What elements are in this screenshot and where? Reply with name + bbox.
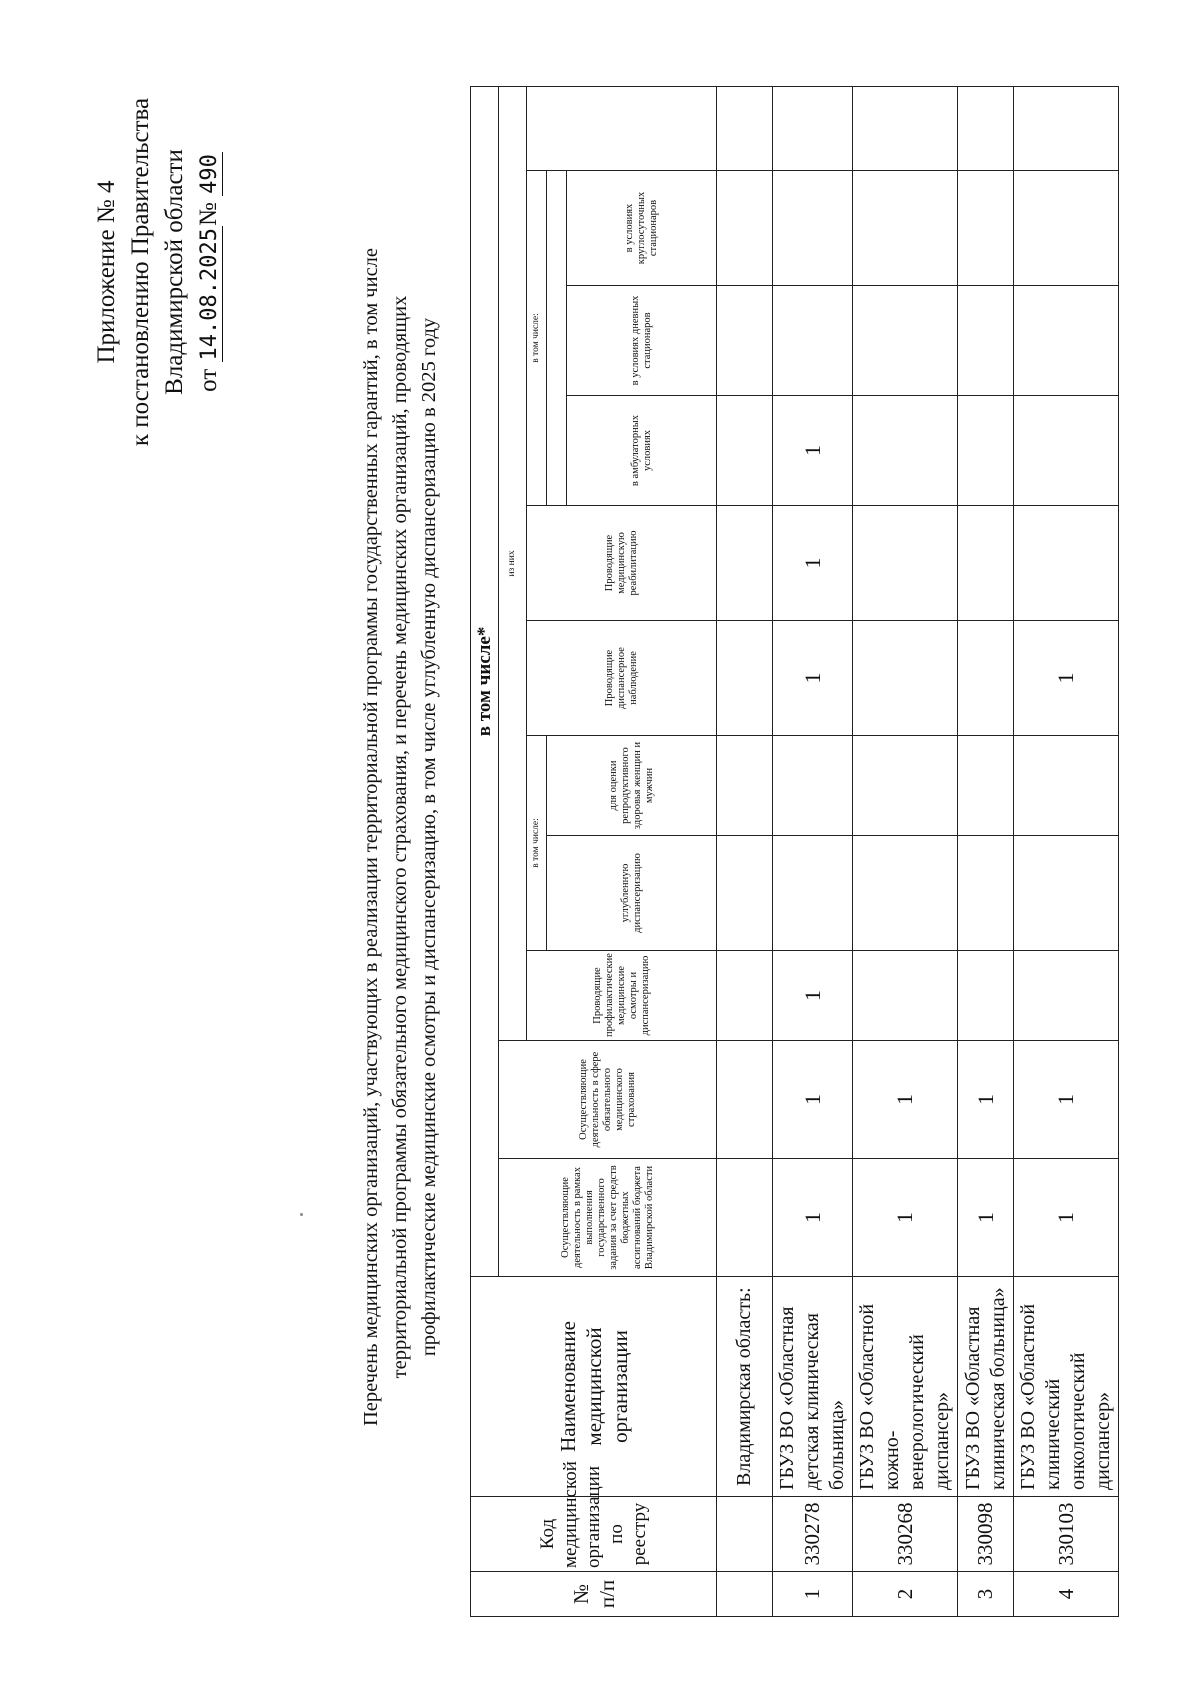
row-repro xyxy=(1014,736,1119,836)
row-repro xyxy=(773,736,853,836)
appendix-header xyxy=(90,47,227,497)
appendix-from: от xyxy=(195,368,222,392)
appendix-number: Приложение № 4 xyxy=(93,180,120,364)
row-deep xyxy=(1014,836,1119,951)
document-title xyxy=(357,87,444,1587)
header-oms: Осуществляющие деятельность в сфере обязательного медицинского страхования xyxy=(499,1041,717,1159)
row-disp-obs xyxy=(958,621,1014,736)
header-incl-2: в том числе: xyxy=(527,171,547,506)
row-rehab xyxy=(1014,506,1119,621)
appendix-date-line xyxy=(192,47,227,497)
title-line-3: профилактические медицинские осмотры и диспансеризацию, в том числе углубленную диспансеризацию в 2025 году xyxy=(418,317,440,1357)
region-row xyxy=(717,86,773,1616)
row-amb xyxy=(853,396,958,506)
header-budget: Осуществляющие деятельность в рамках выполнения государственного задания за счет средств бюджетных ассигнований бюджета Владимирской области xyxy=(499,1159,717,1277)
header-disp-obs: Проводящие диспансерное наблюдение xyxy=(527,621,717,736)
row-rehab xyxy=(958,506,1014,621)
row-amb: 1 xyxy=(773,396,853,506)
scan-speck xyxy=(300,1213,303,1216)
header-repro: для оценки репродуктивного здоровья женщин и мужчин xyxy=(547,736,717,836)
row-deep xyxy=(853,836,958,951)
row-budget: 1 xyxy=(1014,1159,1119,1277)
appendix-number-sign: № xyxy=(195,202,222,227)
row-name: ГБУЗ ВО «Областная детская клиническая больница» xyxy=(773,1277,853,1497)
region-num xyxy=(717,1572,773,1617)
row-num: 1 xyxy=(773,1572,853,1617)
row-repro xyxy=(853,736,958,836)
row-code: 330278 xyxy=(773,1497,853,1572)
header-prof: Проводящие профилактические медицинские осмотры и диспансеризацию xyxy=(527,951,717,1041)
row-repro xyxy=(958,736,1014,836)
row-day xyxy=(1014,286,1119,396)
header-of-them: из них xyxy=(499,86,527,1040)
row-oms: 1 xyxy=(773,1041,853,1159)
row-name: ГБУЗ ВО «Областной кожно-венерологический диспансер» xyxy=(853,1277,958,1497)
row-num: 4 xyxy=(1014,1572,1119,1617)
row-day xyxy=(958,286,1014,396)
row-oms: 1 xyxy=(853,1041,958,1159)
header-rehab: Проводящие медицинскую реабилитацию xyxy=(527,506,717,621)
header-incl-1: в том числе: xyxy=(527,736,547,951)
appendix-decree: к постановлению Правительства xyxy=(127,97,154,447)
row-prof xyxy=(853,951,958,1041)
row-num: 2 xyxy=(853,1572,958,1617)
row-round xyxy=(958,171,1014,286)
row-oms: 1 xyxy=(1014,1041,1119,1159)
table-row xyxy=(1014,86,1119,1616)
row-day xyxy=(773,286,853,396)
appendix-date: 14.08.2025 xyxy=(197,228,222,361)
row-name: ГБУЗ ВО «Областной клинический онкологический диспансер» xyxy=(1014,1277,1119,1497)
row-prof xyxy=(958,951,1014,1041)
header-code: Код медицинской организации по реестру xyxy=(471,1497,717,1572)
row-amb xyxy=(1014,396,1119,506)
row-round xyxy=(853,171,958,286)
appendix-region: Владимирской области xyxy=(161,149,188,395)
header-including-star: в том числе* xyxy=(471,86,499,1276)
row-prof: 1 xyxy=(773,951,853,1041)
table-row xyxy=(853,86,958,1616)
row-budget: 1 xyxy=(853,1159,958,1277)
header-name: Наименование медицинской организации xyxy=(471,1277,717,1497)
row-budget: 1 xyxy=(958,1159,1014,1277)
row-budget: 1 xyxy=(773,1159,853,1277)
row-num: 3 xyxy=(958,1572,1014,1617)
organizations-table xyxy=(470,86,1119,1617)
appendix-doc-number: 490 xyxy=(197,154,222,194)
header-num: № п/п xyxy=(471,1572,717,1617)
region-label: Владимирская область: xyxy=(717,1277,773,1497)
row-disp-obs: 1 xyxy=(773,621,853,736)
row-deep xyxy=(773,836,853,951)
region-code xyxy=(717,1497,773,1572)
row-rehab xyxy=(853,506,958,621)
header-gap xyxy=(547,171,567,506)
row-oms: 1 xyxy=(958,1041,1014,1159)
row-round xyxy=(1014,171,1119,286)
header-blank xyxy=(527,86,717,170)
row-deep xyxy=(958,836,1014,951)
row-code: 330103 xyxy=(1014,1497,1119,1572)
row-day xyxy=(853,286,958,396)
row-disp-obs: 1 xyxy=(1014,621,1119,736)
row-rehab: 1 xyxy=(773,506,853,621)
row-amb xyxy=(958,396,1014,506)
table-row xyxy=(958,86,1014,1616)
row-disp-obs xyxy=(853,621,958,736)
header-round: в условиях круглосуточных стационаров xyxy=(567,171,717,286)
title-line-2: территориальной программы обязательного медицинского страхования, и перечень медицинских организаций, проводящих xyxy=(389,295,411,1379)
table-row xyxy=(773,86,853,1616)
row-name: ГБУЗ ВО «Областная клиническая больница» xyxy=(958,1277,1014,1497)
header-amb: в амбулаторных условиях xyxy=(567,396,717,506)
title-line-1: Перечень медицинских организаций, участвующих в реализации территориальной программы государственных гарантий, в том числе xyxy=(360,247,382,1427)
row-code: 330098 xyxy=(958,1497,1014,1572)
header-deep: углубленную диспансеризацию xyxy=(547,836,717,951)
header-day: в условиях дневных стационаров xyxy=(567,286,717,396)
row-prof xyxy=(1014,951,1119,1041)
row-code: 330268 xyxy=(853,1497,958,1572)
row-round xyxy=(773,171,853,286)
